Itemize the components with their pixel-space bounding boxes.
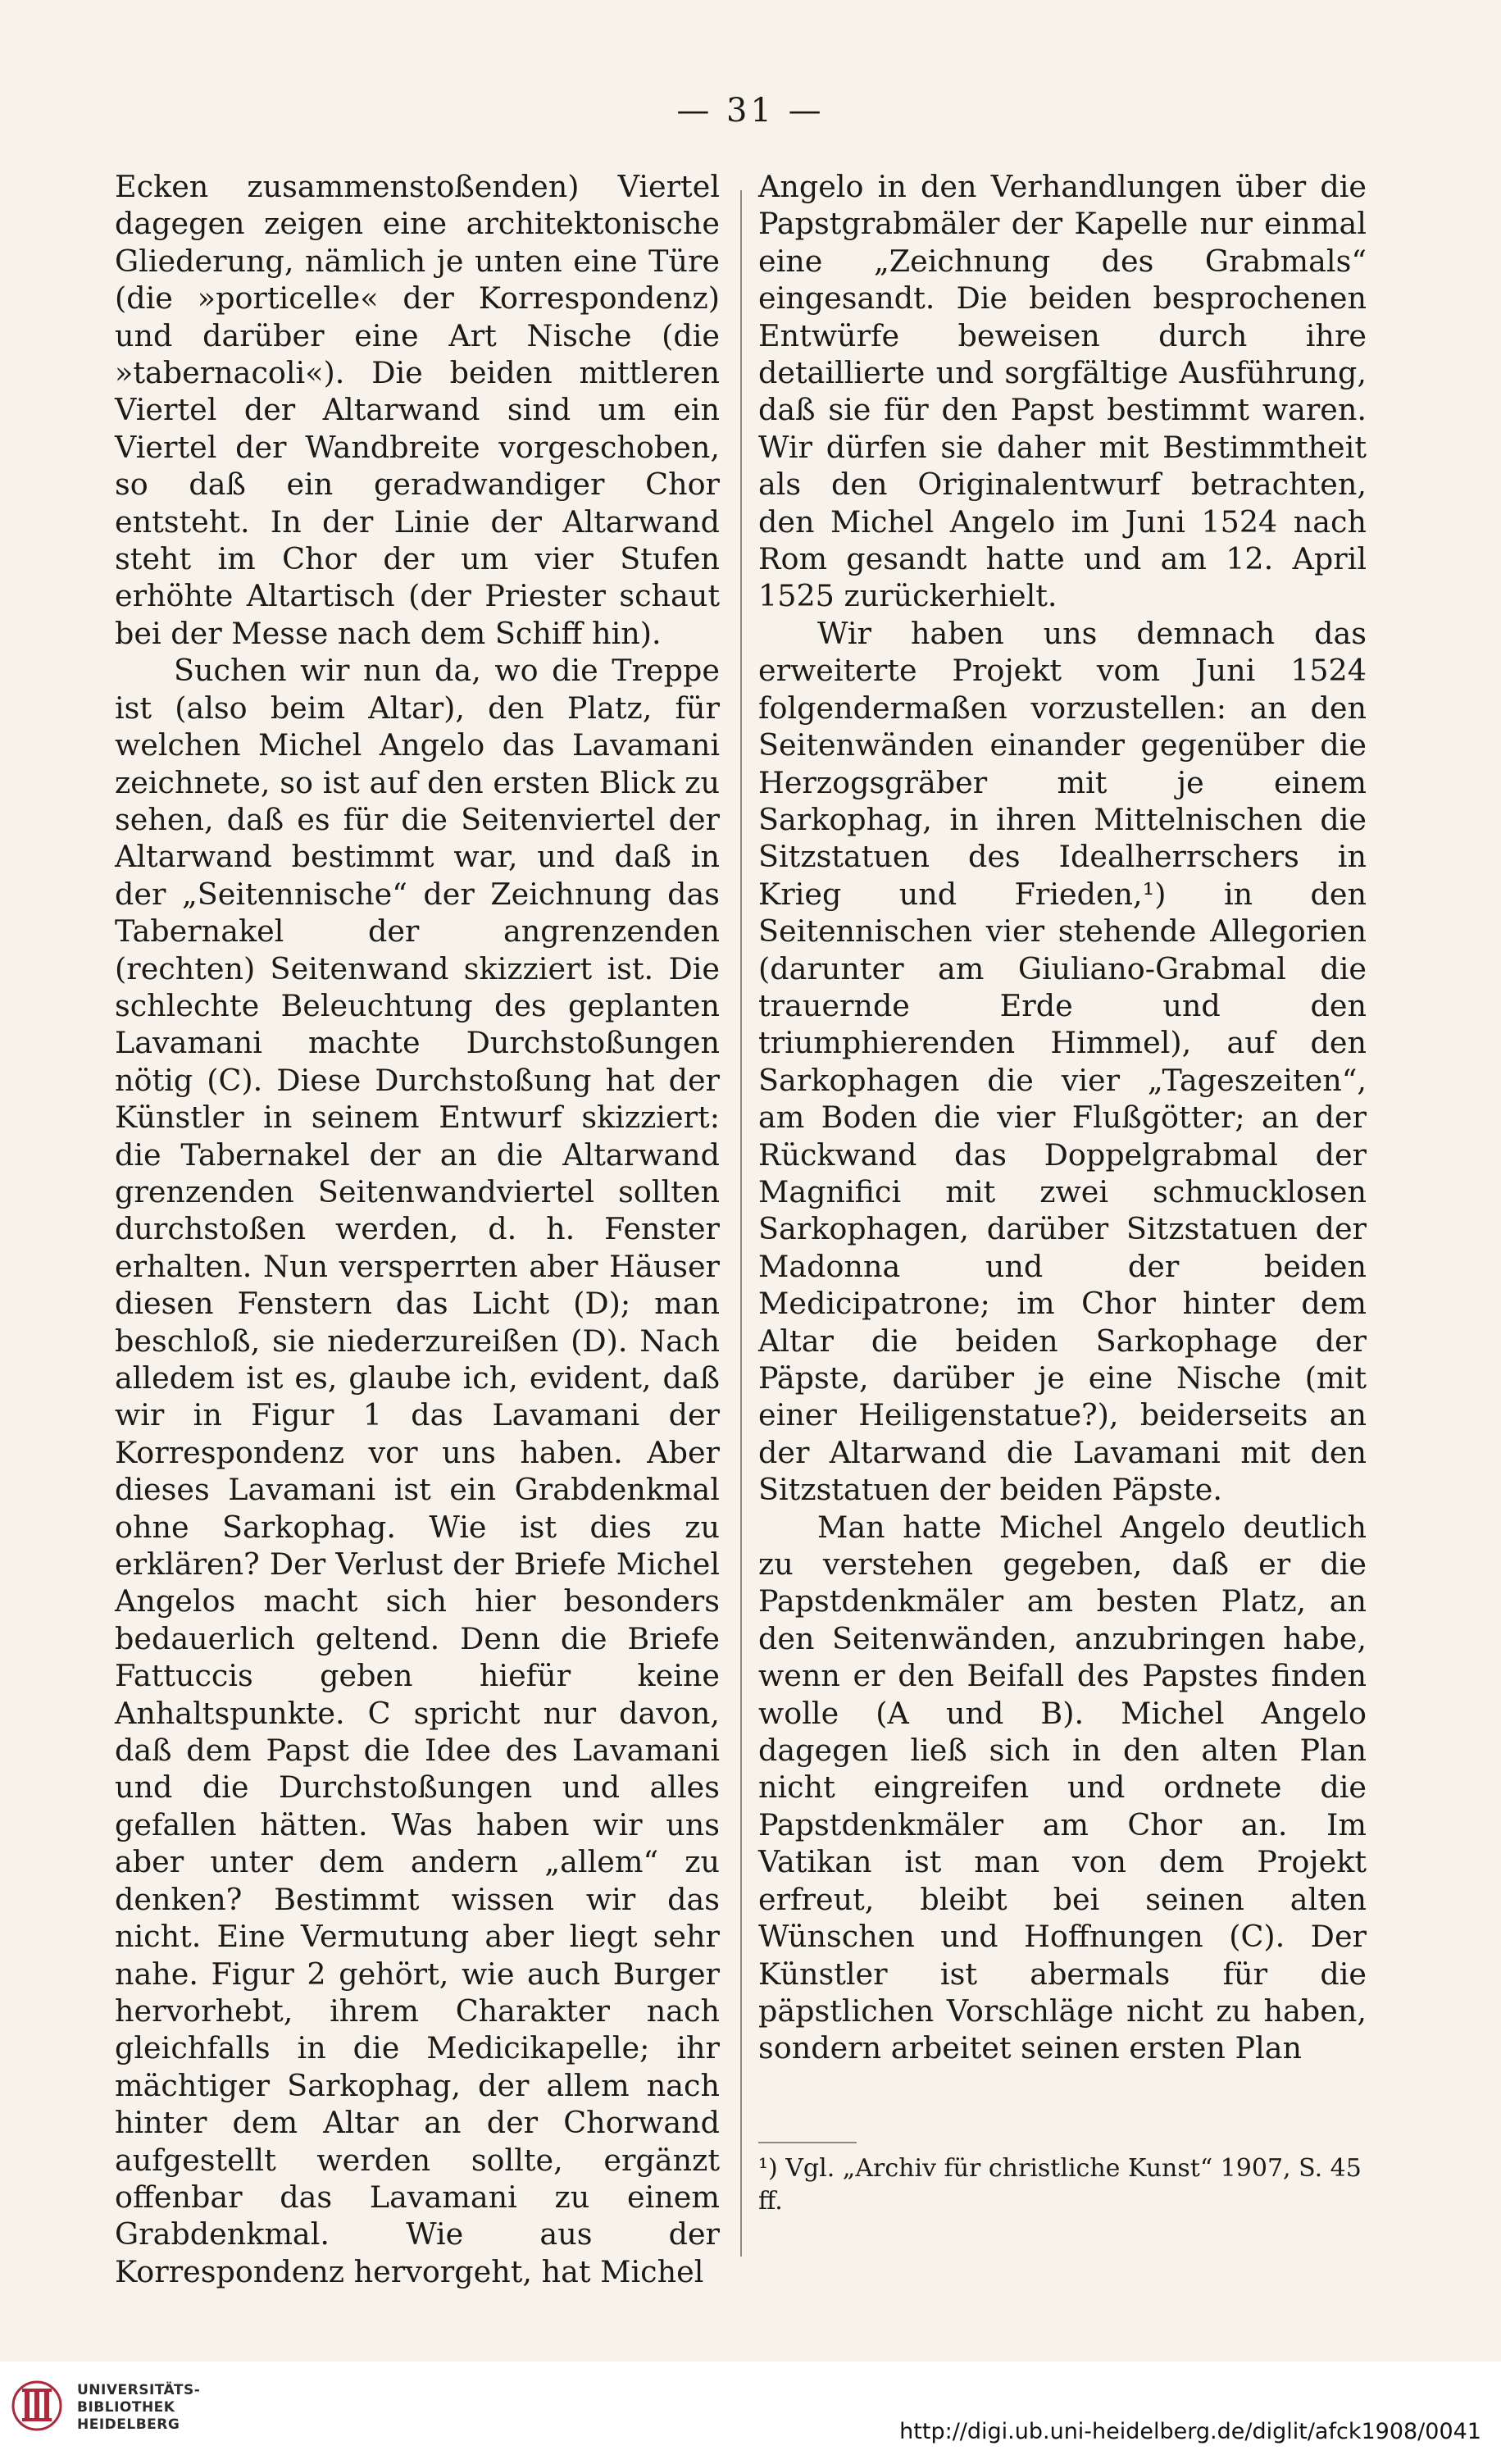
source-url-link[interactable]: http://digi.ub.uni-heidelberg.de/diglit/afck1908/0041 xyxy=(899,2419,1481,2444)
library-name-line: HEIDELBERG xyxy=(77,2416,180,2433)
paragraph: Suchen wir nun da, wo die Treppe ist (also beim Altar), den Platz, für welchen Michel Angelo das Lavamani zeichnete, so ist auf den ersten Blick zu sehen, daß es für die Seitenviertel der Altarwand bestimmt war, und daß in der „Seitennische“ der Zeichnung das Tabernakel der angrenzenden (rechten) Seitenwand skizziert ist. Die schlechte Beleuchtung des geplanten Lavamani machte Durchstoßungen nötig (C). Diese Durchstoßung hat der Künstler in seinem Entwurf skizziert: die Tabernakel der an die Altarwand grenzenden Seitenwandviertel sollten durchstoßen werden, d. h. Fenster erhalten. Nun versperrten aber Häuser diesen Fenstern das Licht (D); man beschloß, sie niederzureißen (D). Nach alledem ist es, glaube ich, evident, daß wir in Figur 1 das Lavamani der Korrespondenz vor uns haben. Aber dieses Lavamani ist ein Grabdenkmal ohne Sarkophag. Wie ist dies zu erklären? Der Verlust der Briefe Michel Angelos macht sich hier besonders bedauerlich geltend. Denn die Briefe Fattuccis geben hiefür keine Anhaltspunkte. C spricht nur davon, daß dem Papst die Idee des Lavamani und die Durchstoßungen und alles gefallen hätten. Was haben wir uns aber unter dem andern „allem“ zu denken? Bestimmt wissen wir das nicht. Eine Vermutung aber liegt sehr nahe. Figur 2 gehört, wie auch Burger hervorhebt, ihrem Charakter nach gleichfalls in die Medicikapelle; ihr mächtiger Sarkophag, der allem nach hinter dem Altar an der Chorwand aufgestellt werden sollte, ergänzt offenbar das Lavamani zu einem Grabdenkmal. Wie aus der Korrespondenz hervorgeht, hat Michel xyxy=(115,653,720,2289)
footer-bar xyxy=(0,2362,1501,2464)
paragraph: Angelo in den Verhandlungen über die Papstgrabmäler der Kapelle nur einmal eine „Zeichnung des Grabmals“ eingesandt. Die beiden besprochenen Entwürfe beweisen durch ihre detaillierte und sorgfältige Ausführung, daß sie für den Papst bestimmt waren. Wir dürfen sie daher mit Bestimmtheit als den Originalentwurf betrachten, den Michel Angelo im Juni 1524 nach Rom gesandt hatte und am 12. April 1525 zurückerhielt. xyxy=(758,169,1367,614)
page-number: — 31 — xyxy=(676,92,825,130)
left-column xyxy=(115,168,720,2290)
library-name-line: BIBLIOTHEK xyxy=(77,2399,175,2416)
column-divider xyxy=(740,190,742,2257)
paragraph: Wir haben uns demnach das erweiterte Projekt vom Juni 1524 folgendermaßen vorzustellen: an den Seitenwänden einander gegenüber die Herzogsgräber mit je einem Sarkophag, in ihren Mittelnischen die Sitzstatuen des Idealherrschers in Krieg und Frieden,¹) in den Seitennischen vier stehende Allegorien (darunter am Giuliano-Grabmal die trauernde Erde und den triumphierenden Himmel), auf den Sarkophagen die vier „Tageszeiten“, am Boden die vier Flußgötter; an der Rückwand das Doppelgrabmal der Magnifici mit zwei schmucklosen Sarkophagen, darüber Sitzstatuen der Madonna und der beiden Medicipatrone; im Chor hinter dem Altar die beiden Sarkophage der Päpste, darüber je eine Nische (mit einer Heiligenstatue?), beiderseits an der Altarwand die Lavamani mit den Sitzstatuen der beiden Päpste. xyxy=(758,615,1367,1508)
library-logo-icon xyxy=(11,2380,62,2431)
paragraph: Man hatte Michel Angelo deutlich zu verstehen gegeben, daß er die Papstdenkmäler am besten Platz, an den Seitenwänden, anzubringen habe, wenn er den Beifall des Papstes finden wolle (A und B). Michel Angelo dagegen ließ sich in den alten Plan nicht eingreifen und ordnete die Papstdenkmäler am Chor an. Im Vatikan ist man von dem Projekt erfreut, bleibt bei seinen alten Wünschen und Hoffnungen (C). Der Künstler ist abermals für die päpstlichen Vorschläge nicht zu haben, sondern arbeitet seinen ersten Plan xyxy=(758,1509,1367,2066)
library-name-line: UNIVERSITÄTS- xyxy=(77,2382,201,2398)
footnote: ¹) Vgl. „Archiv für christliche Kunst“ 1907, S. 45 ff. xyxy=(758,2154,1362,2216)
paragraph: Ecken zusammenstoßenden) Viertel dagegen zeigen eine architektonische Gliederung, nämlich je unten eine Türe (die »porticelle« der Korrespondenz) und darüber eine Art Nische (die »tabernacoli«). Die beiden mittleren Viertel der Altarwand sind um ein Viertel der Wandbreite vorgeschoben, so daß ein geradwandiger Chor entsteht. In der Linie der Altarwand steht im Chor der um vier Stufen erhöhte Altartisch (der Priester schaut bei der Messe nach dem Schiff hin). xyxy=(115,169,720,651)
footnote-rule xyxy=(758,2142,857,2143)
right-column xyxy=(758,168,1367,2067)
library-name xyxy=(77,2382,200,2434)
